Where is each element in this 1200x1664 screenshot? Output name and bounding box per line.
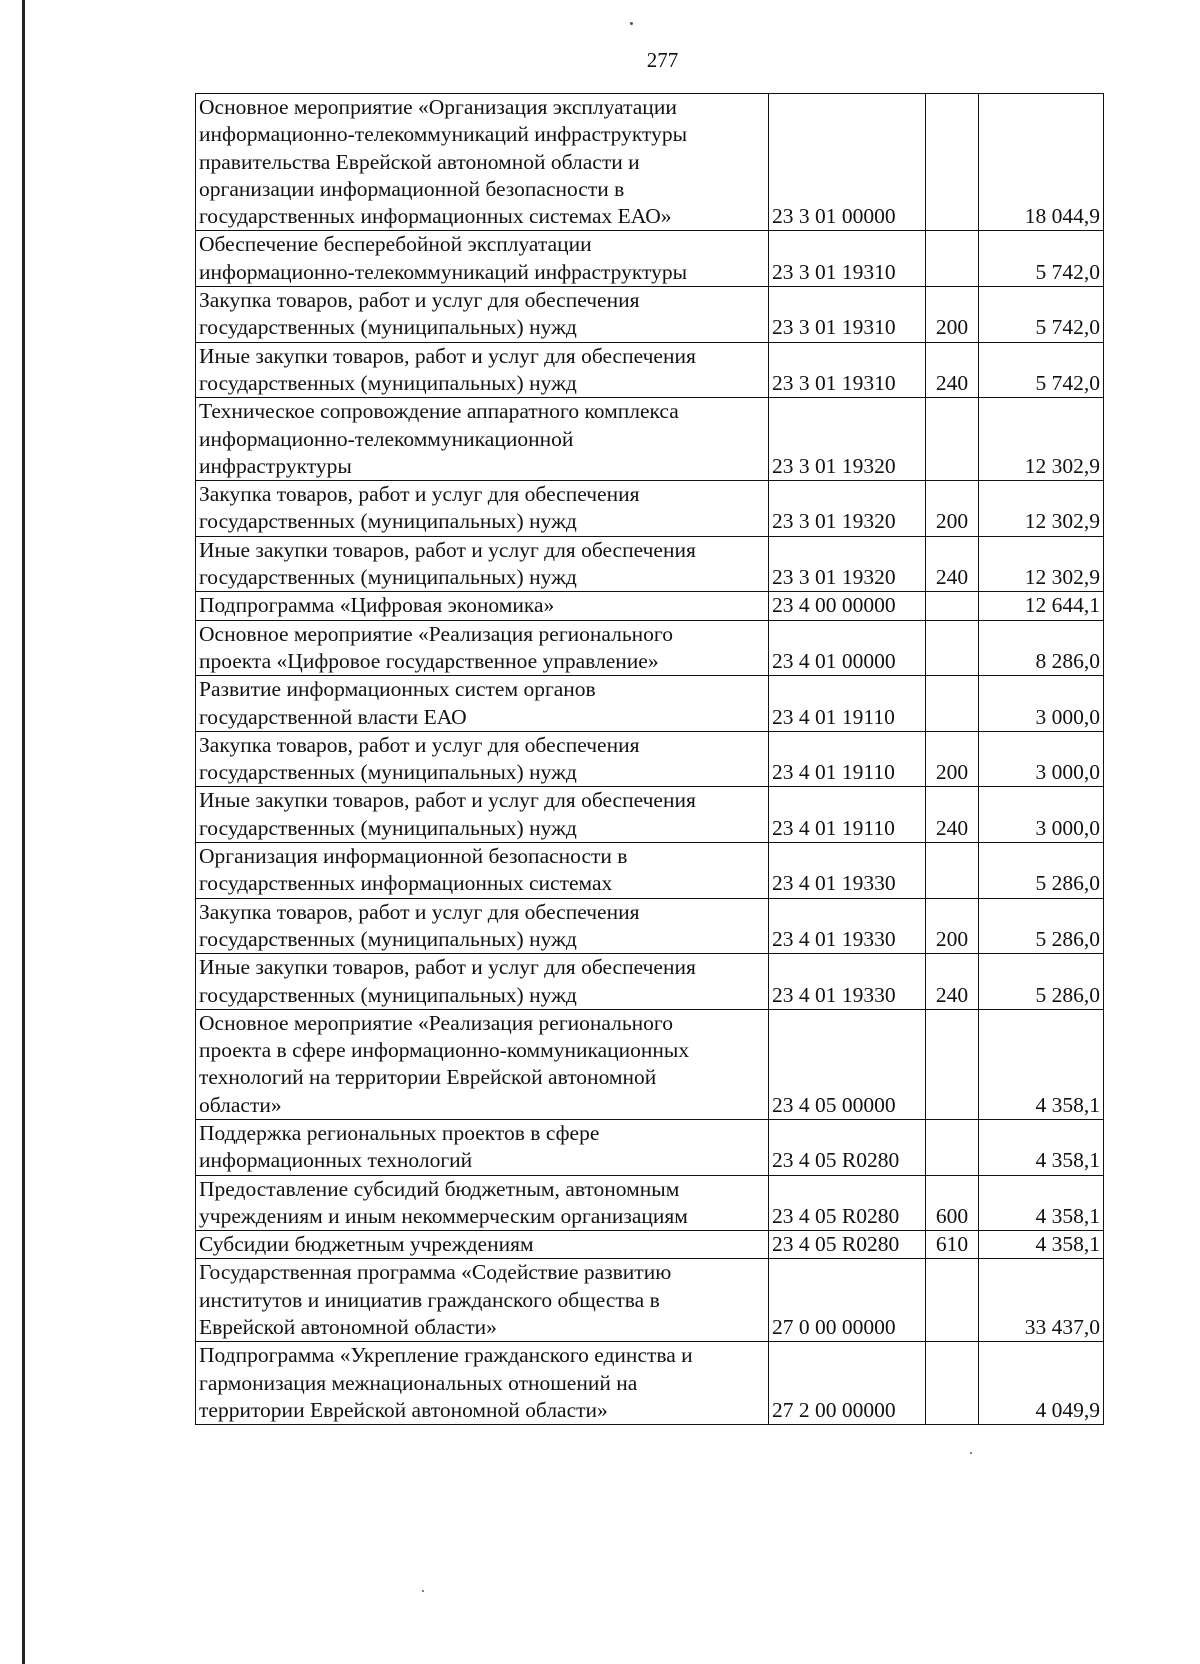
- row-expense-type-cell: [926, 676, 979, 732]
- row-sum-cell: 4 358,1: [979, 1231, 1104, 1259]
- row-name-cell: Закупка товаров, работ и услуг для обеспечения государственных (муниципальных) нужд: [196, 731, 769, 787]
- row-expense-type-cell: 240: [926, 536, 979, 592]
- scan-edge-line: [22, 0, 25, 1664]
- row-code-cell: 23 4 01 19110: [769, 731, 926, 787]
- row-sum-cell: 5 742,0: [979, 231, 1104, 287]
- row-code-cell: 23 4 05 00000: [769, 1009, 926, 1119]
- table-row: [196, 1119, 1104, 1175]
- row-expense-type-cell: 200: [926, 287, 979, 343]
- row-name-cell: Закупка товаров, работ и услуг для обеспечения государственных (муниципальных) нужд: [196, 287, 769, 343]
- row-name-cell: Развитие информационных систем органов государственной власти ЕАО: [196, 676, 769, 732]
- row-code-cell: 23 4 05 R0280: [769, 1231, 926, 1259]
- row-name-cell: Основное мероприятие «Реализация регионального проекта в сфере информационно-коммуникационных технологий на территории Еврейской автономной области»: [196, 1009, 769, 1119]
- row-name-cell: Основное мероприятие «Организация эксплуатации информационно-телекоммуникаций инфраструктуры правительства Еврейской автономной области и организации информационной безопасности в государственных информационных системах ЕАО»: [196, 94, 769, 231]
- row-expense-type-cell: [926, 1342, 979, 1425]
- table-row: [196, 1009, 1104, 1119]
- row-expense-type-cell: [926, 592, 979, 620]
- row-name-cell: Предоставление субсидий бюджетным, автономным учреждениям и иным некоммерческим организациям: [196, 1175, 769, 1231]
- row-name-cell: Субсидии бюджетным учреждениям: [196, 1231, 769, 1259]
- row-expense-type-cell: 240: [926, 954, 979, 1010]
- table-row: [196, 787, 1104, 843]
- row-expense-type-cell: [926, 1119, 979, 1175]
- row-code-cell: 23 4 01 19110: [769, 787, 926, 843]
- scan-speck: [630, 22, 633, 25]
- table-row: [196, 1175, 1104, 1231]
- row-expense-type-cell: 200: [926, 898, 979, 954]
- row-expense-type-cell: [926, 843, 979, 899]
- table-row: [196, 94, 1104, 231]
- row-code-cell: 23 4 01 00000: [769, 620, 926, 676]
- table-row: [196, 231, 1104, 287]
- table-row: [196, 954, 1104, 1010]
- table-row: [196, 731, 1104, 787]
- budget-table: [195, 93, 1104, 1425]
- row-expense-type-cell: [926, 231, 979, 287]
- row-code-cell: 23 3 01 00000: [769, 94, 926, 231]
- scan-speck: [422, 1590, 424, 1592]
- row-name-cell: Техническое сопровождение аппаратного комплекса информационно-телекоммуникационной инфраструктуры: [196, 398, 769, 481]
- row-expense-type-cell: [926, 620, 979, 676]
- row-code-cell: 23 3 01 19310: [769, 287, 926, 343]
- row-code-cell: 23 4 05 R0280: [769, 1175, 926, 1231]
- row-expense-type-cell: 240: [926, 342, 979, 398]
- row-expense-type-cell: 600: [926, 1175, 979, 1231]
- row-code-cell: 23 4 01 19330: [769, 843, 926, 899]
- row-code-cell: 27 2 00 00000: [769, 1342, 926, 1425]
- budget-table-body: [196, 94, 1104, 1425]
- row-expense-type-cell: [926, 1009, 979, 1119]
- row-sum-cell: 5 286,0: [979, 898, 1104, 954]
- row-name-cell: Иные закупки товаров, работ и услуг для обеспечения государственных (муниципальных) нужд: [196, 787, 769, 843]
- row-expense-type-cell: 200: [926, 481, 979, 537]
- row-name-cell: Обеспечение бесперебойной эксплуатации информационно-телекоммуникаций инфраструктуры: [196, 231, 769, 287]
- row-sum-cell: 33 437,0: [979, 1259, 1104, 1342]
- row-sum-cell: 12 302,9: [979, 398, 1104, 481]
- row-sum-cell: 3 000,0: [979, 731, 1104, 787]
- row-sum-cell: 8 286,0: [979, 620, 1104, 676]
- row-code-cell: 23 3 01 19320: [769, 481, 926, 537]
- row-code-cell: 27 0 00 00000: [769, 1259, 926, 1342]
- row-sum-cell: 5 742,0: [979, 342, 1104, 398]
- table-row: [196, 342, 1104, 398]
- row-code-cell: 23 3 01 19310: [769, 231, 926, 287]
- table-row: [196, 1259, 1104, 1342]
- table-row: [196, 843, 1104, 899]
- row-sum-cell: 3 000,0: [979, 787, 1104, 843]
- row-sum-cell: 5 742,0: [979, 287, 1104, 343]
- row-code-cell: 23 4 05 R0280: [769, 1119, 926, 1175]
- row-name-cell: Иные закупки товаров, работ и услуг для обеспечения государственных (муниципальных) нужд: [196, 536, 769, 592]
- row-name-cell: Закупка товаров, работ и услуг для обеспечения государственных (муниципальных) нужд: [196, 898, 769, 954]
- row-code-cell: 23 4 01 19330: [769, 954, 926, 1010]
- row-name-cell: Закупка товаров, работ и услуг для обеспечения государственных (муниципальных) нужд: [196, 481, 769, 537]
- row-sum-cell: 3 000,0: [979, 676, 1104, 732]
- row-code-cell: 23 4 00 00000: [769, 592, 926, 620]
- row-name-cell: Поддержка региональных проектов в сфере информационных технологий: [196, 1119, 769, 1175]
- table-row: [196, 1231, 1104, 1259]
- table-row: [196, 592, 1104, 620]
- row-expense-type-cell: 200: [926, 731, 979, 787]
- row-sum-cell: 18 044,9: [979, 94, 1104, 231]
- row-code-cell: 23 3 01 19320: [769, 536, 926, 592]
- table-row: [196, 481, 1104, 537]
- row-sum-cell: 4 358,1: [979, 1175, 1104, 1231]
- row-name-cell: Основное мероприятие «Реализация регионального проекта «Цифровое государственное управление»: [196, 620, 769, 676]
- row-sum-cell: 5 286,0: [979, 954, 1104, 1010]
- row-expense-type-cell: 610: [926, 1231, 979, 1259]
- table-row: [196, 287, 1104, 343]
- table-row: [196, 620, 1104, 676]
- page-number: 277: [646, 48, 679, 72]
- row-code-cell: 23 4 01 19330: [769, 898, 926, 954]
- row-expense-type-cell: [926, 94, 979, 231]
- row-expense-type-cell: [926, 398, 979, 481]
- row-expense-type-cell: [926, 1259, 979, 1342]
- table-row: [196, 1342, 1104, 1425]
- row-code-cell: 23 3 01 19310: [769, 342, 926, 398]
- row-code-cell: 23 4 01 19110: [769, 676, 926, 732]
- table-row: [196, 398, 1104, 481]
- row-name-cell: Подпрограмма «Укрепление гражданского единства и гармонизация межнациональных отношений на территории Еврейской автономной области»: [196, 1342, 769, 1425]
- table-row: [196, 536, 1104, 592]
- table-row: [196, 676, 1104, 732]
- scan-speck: [970, 1452, 972, 1454]
- row-code-cell: 23 3 01 19320: [769, 398, 926, 481]
- row-name-cell: Иные закупки товаров, работ и услуг для обеспечения государственных (муниципальных) нужд: [196, 954, 769, 1010]
- row-sum-cell: 4 358,1: [979, 1119, 1104, 1175]
- row-sum-cell: 5 286,0: [979, 843, 1104, 899]
- table-row: [196, 898, 1104, 954]
- row-expense-type-cell: 240: [926, 787, 979, 843]
- row-name-cell: Государственная программа «Содействие развитию институтов и инициатив гражданского общества в Еврейской автономной области»: [196, 1259, 769, 1342]
- row-name-cell: Иные закупки товаров, работ и услуг для обеспечения государственных (муниципальных) нужд: [196, 342, 769, 398]
- row-sum-cell: 4 358,1: [979, 1009, 1104, 1119]
- row-sum-cell: 12 644,1: [979, 592, 1104, 620]
- row-sum-cell: 4 049,9: [979, 1342, 1104, 1425]
- row-sum-cell: 12 302,9: [979, 536, 1104, 592]
- row-sum-cell: 12 302,9: [979, 481, 1104, 537]
- row-name-cell: Организация информационной безопасности в государственных информационных системах: [196, 843, 769, 899]
- row-name-cell: Подпрограмма «Цифровая экономика»: [196, 592, 769, 620]
